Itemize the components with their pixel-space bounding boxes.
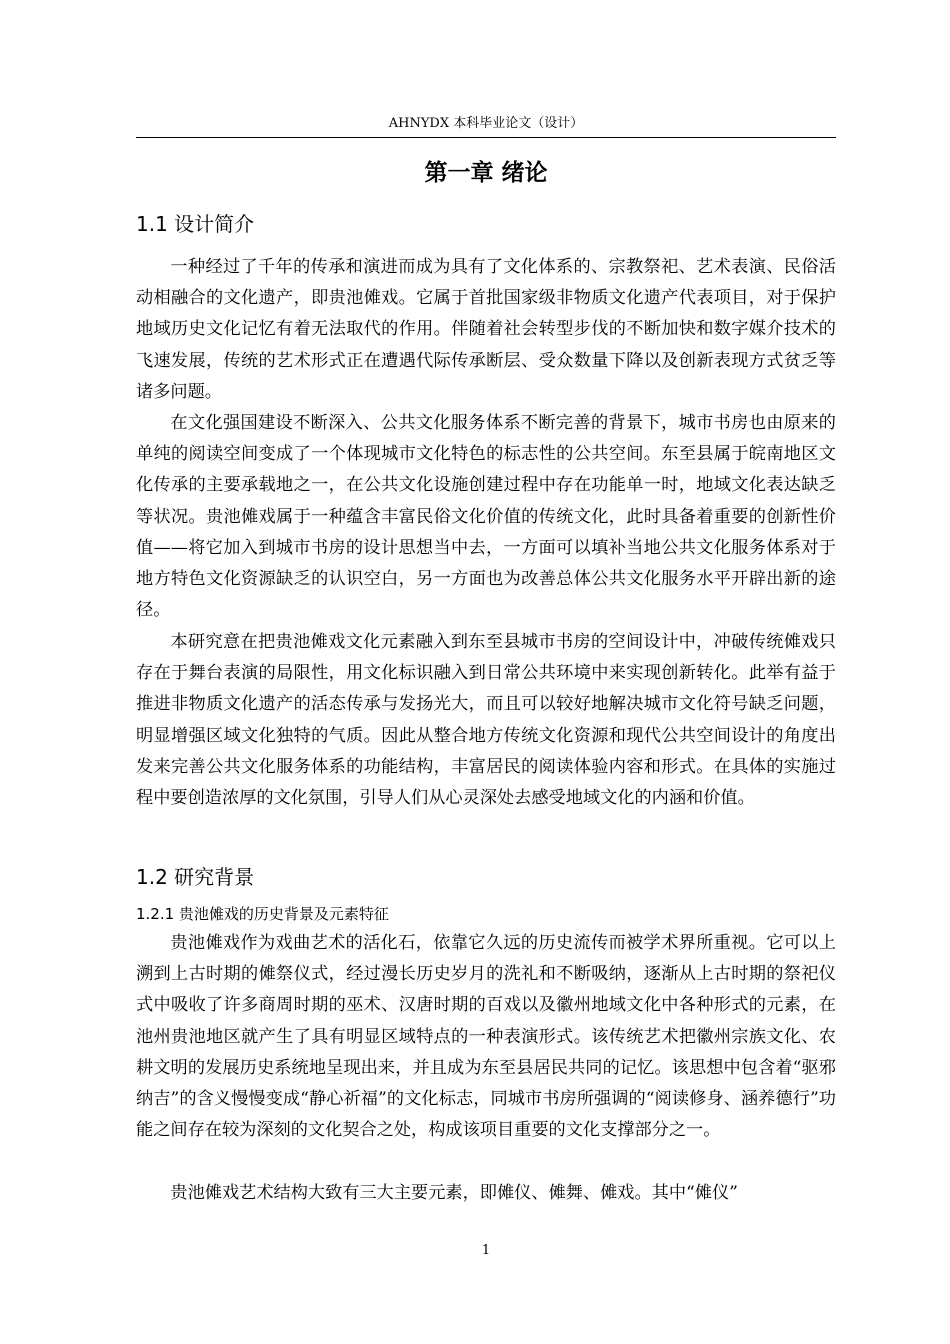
running-header: AHNYDX 本科毕业论文（设计）	[388, 116, 584, 131]
header-rule	[136, 137, 836, 138]
paragraph-1-2-1-b: 贵池傩戏艺术结构大致有三大主要元素，即傩仪、傩舞、傩戏。其中“傩仪”	[170, 1183, 738, 1203]
subsection-heading-1-2-1: 1.2.1 贵池傩戏的历史背景及元素特征	[136, 905, 389, 923]
section-heading-1-2: 1.2 研究背景	[136, 865, 255, 889]
chapter-title: 第一章 绪论	[424, 160, 548, 186]
paragraph-1-1-c: 本研究意在把贵池傩戏文化元素融入到东至县城市书房的空间设计中，冲破传统傩戏只存在于舞台表演的局限性，用文化标识融入到日常公共环境中来实现创新转化。此举有益于推进非物质文化遗产的活态传承与发扬光大，而且可以较好地解决城市文化符号缺乏问题，明显增强区域文化独特的气质。因此从整合地方传统文化资源和现代公共空间设计的角度出发来完善公共文化服务体系的功能结构，丰富居民的阅读体验内容和形式。在具体的实施过程中要创造浓厚的文化氛围，引导人们从心灵深处去感受地域文化的内涵和价值。	[136, 632, 836, 809]
paragraph-1-1-a: 一种经过了千年的传承和演进而成为具有了文化体系的、宗教祭祀、艺术表演、民俗活动相融合的文化遗产，即贵池傩戏。它属于首批国家级非物质文化遗产代表项目，对于保护地域历史文化记忆有着无法取代的作用。伴随着社会转型步伐的不断加快和数字媒介技术的飞速发展，传统的艺术形式正在遭遇代际传承断层、受众数量下降以及创新表现方式贫乏等诸多问题。	[136, 257, 836, 402]
section-heading-1-1: 1.1 设计简介	[136, 212, 255, 236]
paragraph-1-1-b: 在文化强国建设不断深入、公共文化服务体系不断完善的背景下，城市书房也由原来的单纯的阅读空间变成了一个体现城市文化特色的标志性的公共空间。东至县属于皖南地区文化传承的主要承载地之一，在公共文化设施创建过程中存在功能单一时，地域文化表达缺乏等状况。贵池傩戏属于一种蕴含丰富民俗文化价值的传统文化，此时具备着重要的创新性价值——将它加入到城市书房的设计思想当中去，一方面可以填补当地公共文化服务体系对于地方特色文化资源缺乏的认识空白，另一方面也为改善总体公共文化服务水平开辟出新的途径。	[136, 413, 836, 621]
page-number: 1	[481, 1243, 491, 1258]
paragraph-1-2-1-a: 贵池傩戏作为戏曲艺术的活化石，依靠它久远的历史流传而被学术界所重视。它可以上溯到上古时期的傩祭仪式，经过漫长历史岁月的洗礼和不断吸纳，逐渐从上古时期的祭祀仪式中吸收了许多商周时期的巫术、汉唐时期的百戏以及徽州地域文化中各种形式的元素，在池州贵池地区就产生了具有明显区域特点的一种表演形式。该传统艺术把徽州宗族文化、农耕文明的发展历史系统地呈现出来，并且成为东至县居民共同的记忆。该思想中包含着“驱邪纳吉”的含义慢慢变成“静心祈福”的文化标志，同城市书房所强调的“阅读修身、涵养德行”功能之间存在较为深刻的文化契合之处，构成该项目重要的文化支撑部分之一。	[136, 933, 836, 1141]
